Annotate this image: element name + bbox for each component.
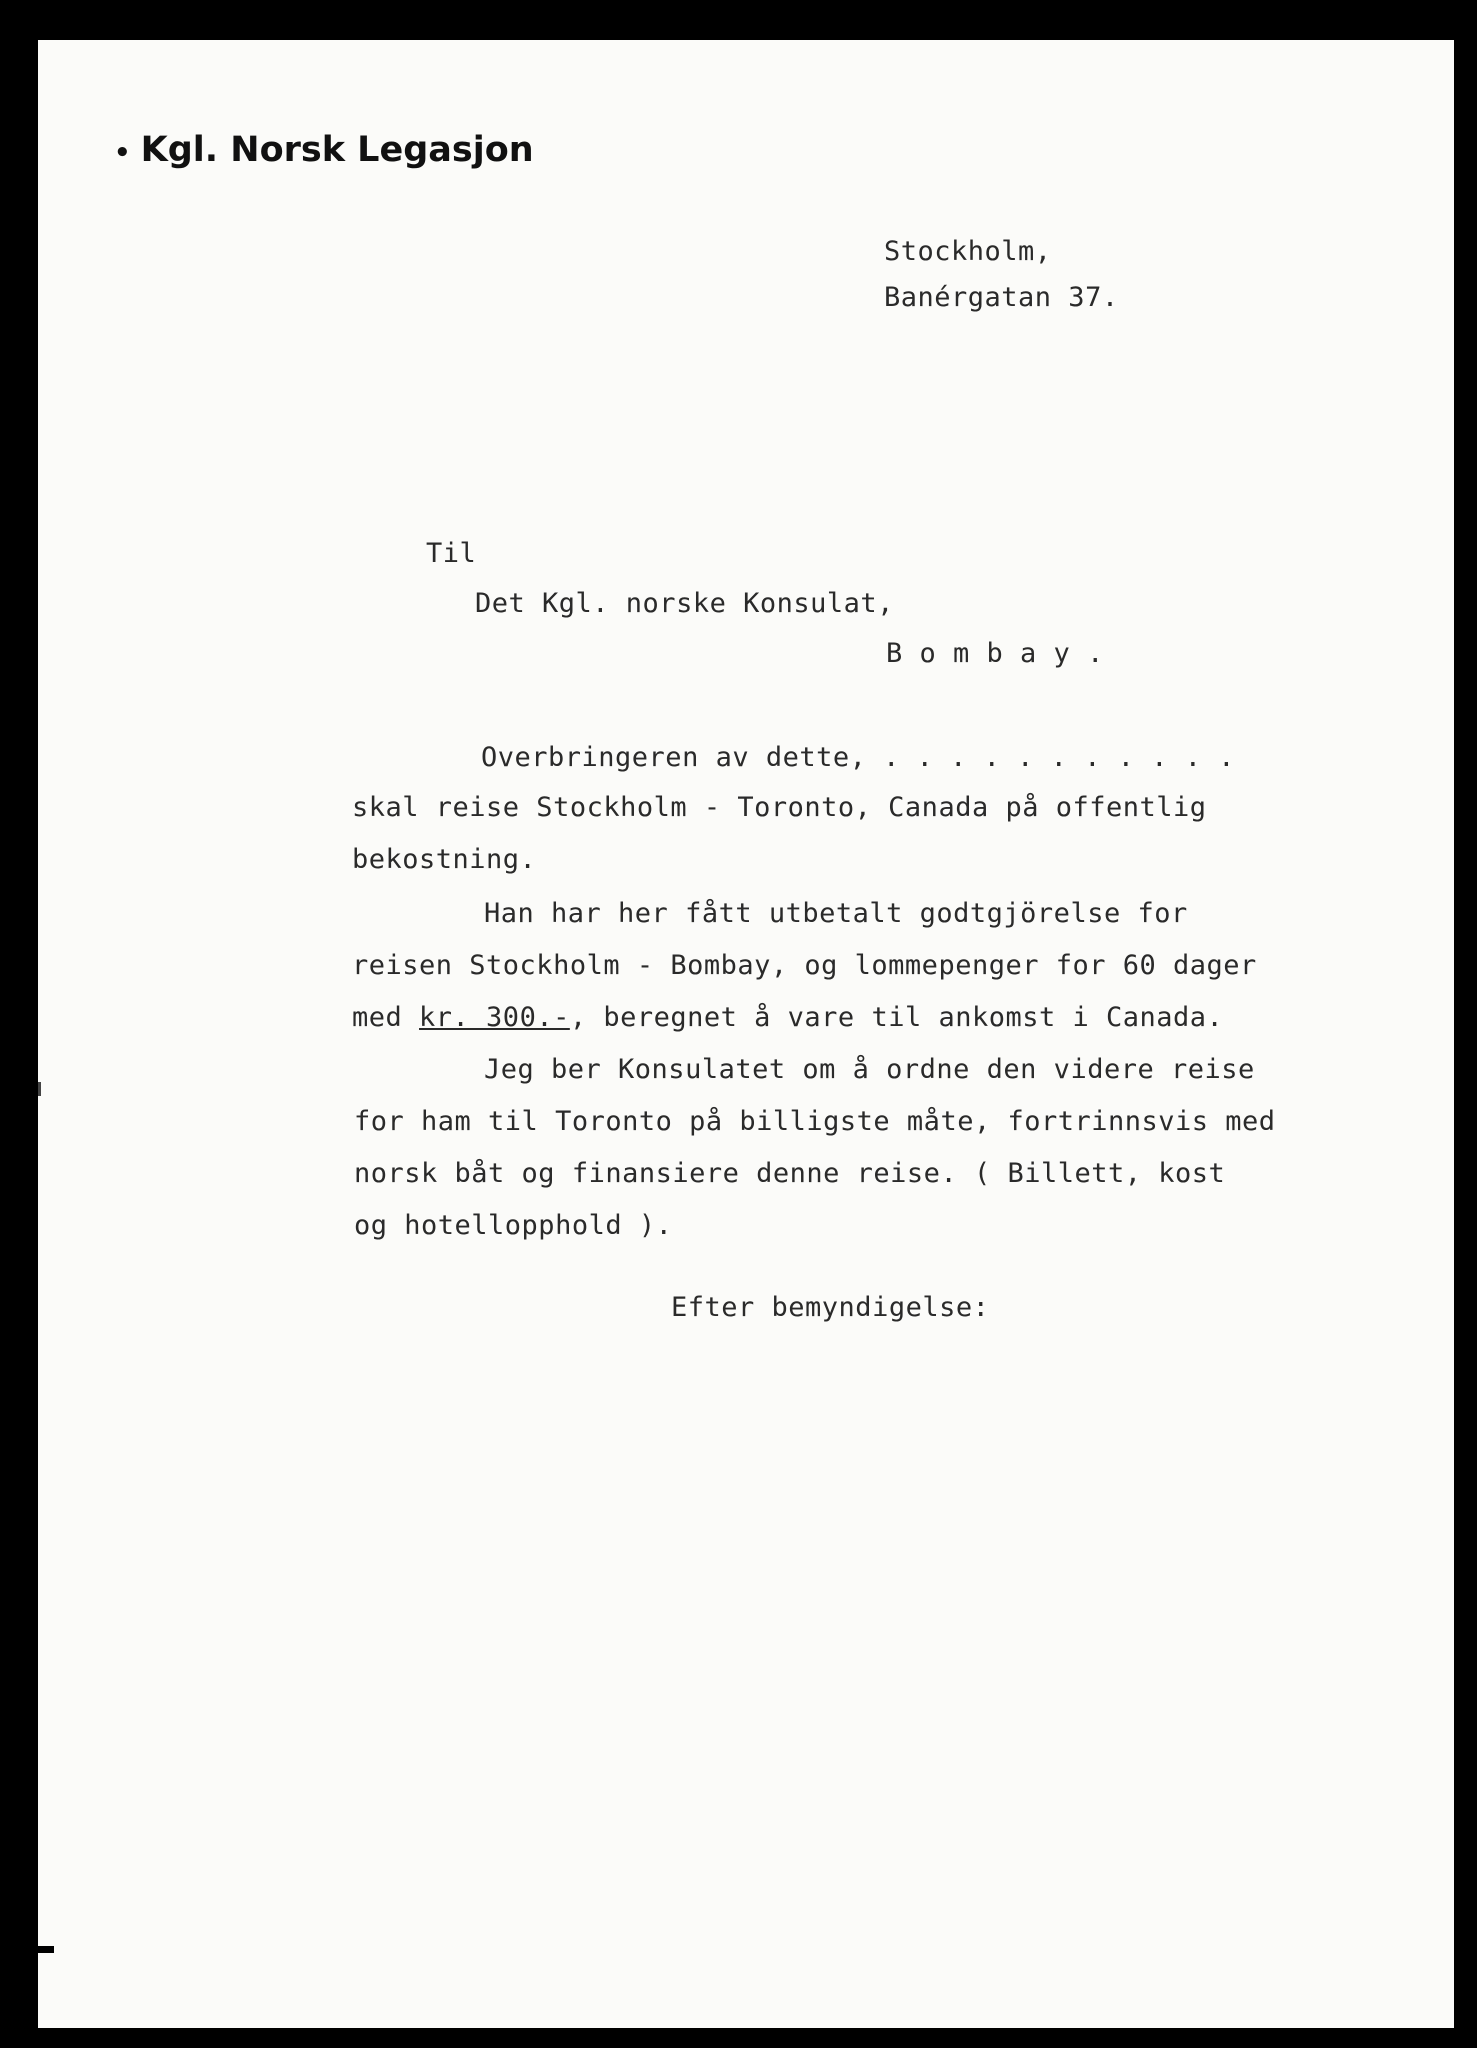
scan-edge-mark	[38, 1946, 54, 1953]
recipient-name: Det Kgl. norske Konsulat,	[475, 588, 894, 619]
body-line-6-pre: med	[352, 1002, 420, 1033]
letterhead-title: Kgl. Norsk Legasjon	[140, 130, 534, 170]
body-line-4: Han har her fått utbetalt godtgjörelse for	[484, 898, 1188, 929]
amount-underlined: kr. 300.-	[419, 1002, 570, 1033]
body-line-8: for ham til Toronto på billigste måte, fortrinnsvis med	[354, 1106, 1276, 1137]
scan-edge-dash	[38, 1082, 41, 1096]
document-page	[38, 40, 1454, 2028]
closing-text: Efter bemyndigelse:	[671, 1292, 990, 1323]
address-street: Banérgatan 37.	[884, 282, 1119, 313]
body-line-5: reisen Stockholm - Bombay, og lommepenger for 60 dager	[352, 950, 1257, 981]
body-line-6-post: , beregnet å vare til ankomst i Canada.	[569, 1002, 1224, 1033]
body-line-10: og hotellopphold ).	[354, 1210, 673, 1241]
body-line-7: Jeg ber Konsulatet om å ordne den videre reise	[484, 1054, 1255, 1085]
recipient-city: B o m b a y .	[886, 638, 1104, 669]
body-line-1: Overbringeren av dette, . . . . . . . . . . .	[481, 742, 1235, 773]
body-line-2: skal reise Stockholm - Toronto, Canada på offentlig	[352, 792, 1207, 823]
recipient-to: Til	[426, 538, 477, 569]
body-line-3: bekostning.	[352, 844, 537, 875]
address-city: Stockholm,	[884, 236, 1052, 267]
body-line-9: norsk båt og finansiere denne reise. ( Billett, kost	[354, 1158, 1226, 1189]
body-line-6	[352, 1002, 1223, 1033]
letterhead-bullet: •	[114, 138, 131, 168]
letterhead	[114, 130, 534, 170]
